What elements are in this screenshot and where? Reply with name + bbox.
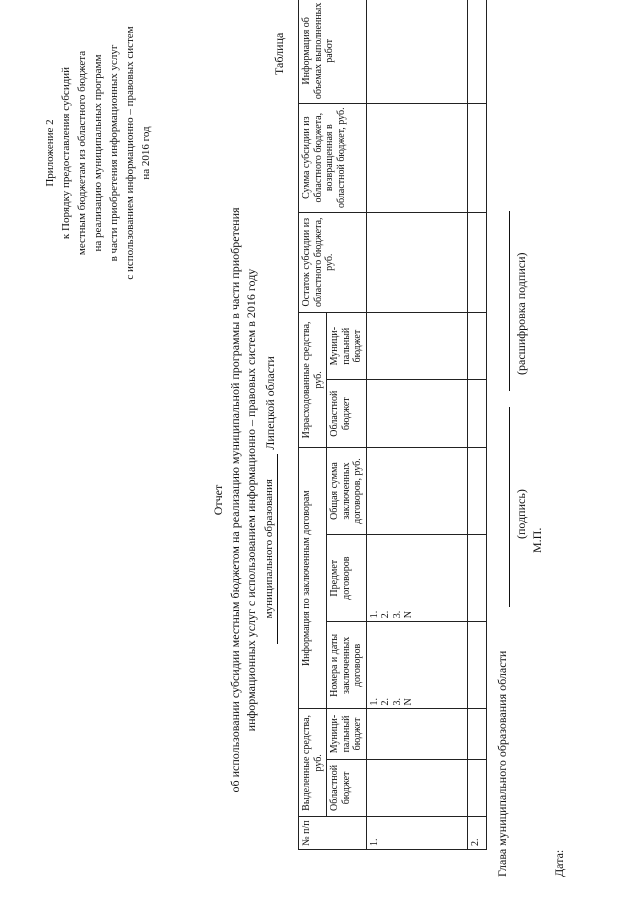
municipality-row bbox=[260, 155, 279, 845]
header-spent: Израсходованные средства, руб. bbox=[299, 312, 327, 447]
cell-contract-total bbox=[366, 447, 467, 534]
stamp-label: М.П. bbox=[530, 527, 544, 553]
signature-blank bbox=[495, 407, 510, 607]
header-contract-numbers: Номера и даты заключенных договоров bbox=[327, 622, 367, 709]
row-num: 2. bbox=[467, 817, 486, 850]
list-item: 2. bbox=[380, 610, 391, 619]
report-header bbox=[210, 155, 278, 845]
list-item: 2. bbox=[380, 697, 391, 706]
appendix-line: к Порядку предоставления субсидий bbox=[60, 66, 72, 240]
header-remainder: Остаток субсидии из областного бюджета, руб. bbox=[299, 212, 367, 312]
cell-contract-subject bbox=[366, 535, 467, 622]
cell-contract-numbers bbox=[467, 622, 486, 709]
header-allocated: Выделенные средства, руб. bbox=[299, 709, 327, 817]
list-item: N bbox=[403, 698, 414, 706]
cell-regional-budget bbox=[366, 759, 467, 817]
date-label: Дата: bbox=[552, 849, 566, 877]
signature-caption: (подпись) bbox=[514, 489, 528, 539]
row-num: 1. bbox=[366, 817, 467, 850]
appendix-line: на 2016 год bbox=[140, 126, 152, 180]
table-row bbox=[467, 0, 486, 850]
appendix-line: Приложение 2 bbox=[44, 119, 56, 187]
header-municipal-budget: Муници-пальный бюджет bbox=[327, 709, 367, 759]
cell-contract-numbers bbox=[366, 622, 467, 709]
list-item: 3. bbox=[391, 697, 403, 706]
report-title: Отчет bbox=[211, 484, 225, 516]
appendix-note bbox=[42, 3, 154, 303]
cell-municipal-budget bbox=[366, 709, 467, 759]
cell-spent-municipal bbox=[366, 312, 467, 380]
report-subtitle-line-2: информационных услуг с использованием информационно – правовых систем в 2016 году bbox=[244, 268, 258, 732]
header-works-info: Информация об объемах выполненных работ bbox=[299, 0, 367, 103]
cell-contract-subject bbox=[467, 535, 486, 622]
list-item: 1. bbox=[368, 697, 380, 706]
cell-returned bbox=[366, 103, 467, 212]
cell-municipal-budget bbox=[467, 709, 486, 759]
header-regional-budget: Областной бюджет bbox=[327, 759, 367, 817]
cell-regional-budget bbox=[467, 759, 486, 817]
header-returned: Сумма субсидии из областного бюджета, возвращенная в областной бюджет, руб. bbox=[299, 103, 367, 212]
list-item: 3. bbox=[391, 610, 403, 619]
region-label: Липецкой области bbox=[262, 356, 277, 450]
signature-decode-caption: (расшифровка подписи) bbox=[514, 252, 528, 375]
appendix-line: с использованием информационно – правовых систем bbox=[124, 26, 136, 280]
signature-decode-blank bbox=[495, 211, 510, 391]
report-table bbox=[298, 0, 487, 850]
cell-works-info bbox=[467, 0, 486, 103]
header-spent-municipal: Муници-пальный бюджет bbox=[327, 312, 367, 380]
table-header-row bbox=[299, 0, 327, 850]
header-spent-regional: Областной бюджет bbox=[327, 380, 367, 448]
cell-works-info bbox=[366, 0, 467, 103]
header-contracts-info: Информация по заключенным договорам bbox=[299, 447, 327, 708]
appendix-line: местным бюджетам из областного бюджета bbox=[76, 50, 88, 256]
cell-spent-regional bbox=[366, 380, 467, 448]
cell-returned bbox=[467, 103, 486, 212]
cell-contract-total bbox=[467, 447, 486, 534]
header-contract-subject: Предмет договоров bbox=[327, 535, 367, 622]
cell-spent-municipal bbox=[467, 312, 486, 380]
appendix-line: в части приобретения информационных услуг bbox=[108, 44, 120, 262]
cell-spent-regional bbox=[467, 380, 486, 448]
report-subtitle-line-1: об использовании субсидии местным бюджетом на реализацию муниципальной программы в части приобретения bbox=[227, 207, 242, 793]
municipality-blank bbox=[260, 454, 279, 644]
list-item: N bbox=[403, 611, 414, 619]
municipality-caption: муниципального образования bbox=[262, 479, 275, 619]
cell-remainder bbox=[366, 212, 467, 312]
header-contract-total: Общая сумма заключенных договоров, руб. bbox=[327, 447, 367, 534]
cell-remainder bbox=[467, 212, 486, 312]
table-caption: Таблица bbox=[272, 32, 286, 75]
header-num: № п/п bbox=[299, 817, 367, 850]
appendix-line: на реализацию муниципальных программ bbox=[92, 54, 104, 252]
list-item: 1. bbox=[368, 610, 380, 619]
table-row bbox=[366, 0, 467, 850]
head-signature-label: Глава муниципального образования области bbox=[495, 650, 509, 877]
